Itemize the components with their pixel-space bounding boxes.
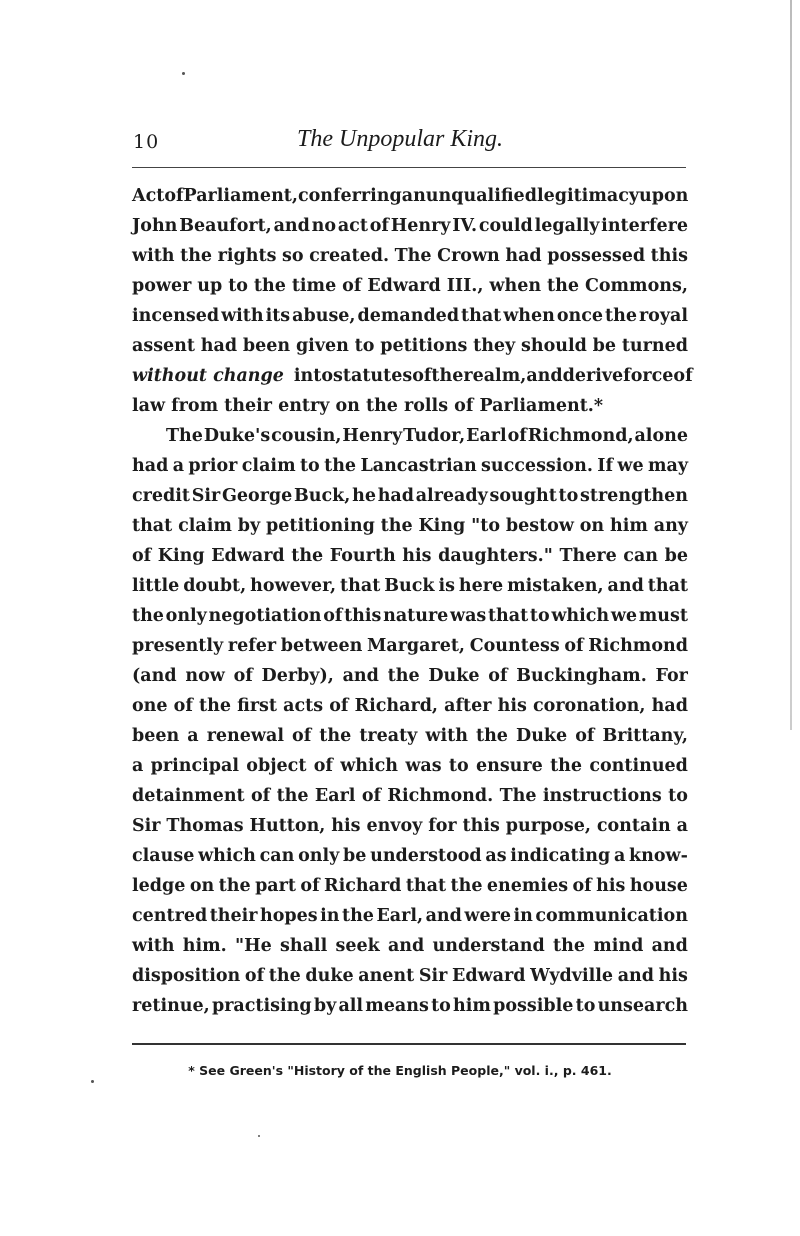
running-title: The Unpopular King. — [296, 126, 503, 152]
ink-speck — [258, 1135, 260, 1137]
header-rule — [132, 167, 686, 168]
paragraph-start-line: The Duke's cousin, Henry Tudor, Earl of Richmond, alone — [166, 426, 688, 446]
text-line: that claim by petitioning the King "to bestow on him any — [132, 516, 688, 536]
text-line: John Beaufort, and no act of Henry IV. could legally interfere — [132, 216, 688, 236]
page-edge-shadow — [790, 0, 792, 730]
text-line: assent had been given to petitions they should be turned — [132, 336, 688, 356]
text-line: Sir Thomas Hutton, his envoy for this purpose, contain a — [132, 816, 688, 836]
text-line: (and now of Derby), and the Duke of Buckingham. For — [132, 666, 688, 686]
text-line: with him. "He shall seek and understand the mind and — [132, 936, 688, 956]
ink-speck — [182, 72, 185, 75]
body-text — [132, 181, 693, 1021]
text-line: been a renewal of the treaty with the Duke of Brittany, — [132, 726, 688, 746]
text-line: had a prior claim to the Lancastrian succession. If we may — [132, 456, 688, 476]
text-line: Act of Parliament, conferring an unqualified legitimacy upon — [132, 186, 689, 206]
footnote: * See Green's "History of the English People," vol. i., p. 461. — [188, 1063, 612, 1078]
text-line: retinue, practising by all means to him possible to unsearch — [132, 996, 688, 1016]
text-line: clause which can only be understood as indicating a know- — [132, 846, 688, 866]
ink-speck — [91, 1080, 94, 1083]
text-line: centred their hopes in the Earl, and were in communication — [132, 906, 688, 926]
text-line: disposition of the duke anent Sir Edward Wydville and his — [132, 966, 688, 986]
text-line: a principal object of which was to ensure the continued — [132, 756, 688, 776]
text-line: credit Sir George Buck, he had already sought to strengthen — [132, 486, 688, 506]
page-number: 10 — [133, 131, 160, 153]
text-line: little doubt, however, that Buck is here mistaken, and that — [132, 576, 688, 596]
text-line: one of the first acts of Richard, after his coronation, had — [132, 696, 688, 716]
text-line: the only negotiation of this nature was that to which we must — [132, 606, 688, 626]
text-line-with-italic — [132, 361, 693, 391]
paragraph-end-line: law from their entry on the rolls of Parliament.* — [132, 396, 604, 416]
text-line-remainder: into statutes of the realm, and derive force of — [293, 366, 693, 386]
text-line: presently refer between Margaret, Countess of Richmond — [132, 636, 688, 656]
footnote-rule — [132, 1043, 686, 1045]
text-line: detainment of the Earl of Richmond. The instructions to — [132, 786, 688, 806]
text-line: with the rights so created. The Crown had possessed this — [132, 246, 688, 266]
text-line: incensed with its abuse, demanded that when once the royal — [132, 306, 688, 326]
text-line: ledge on the part of Richard that the enemies of his house — [132, 876, 688, 896]
text-line: power up to the time of Edward III., when the Commons, — [132, 276, 688, 296]
italic-phrase: without change — [132, 366, 284, 386]
text-line: of King Edward the Fourth his daughters." There can be — [132, 546, 688, 566]
